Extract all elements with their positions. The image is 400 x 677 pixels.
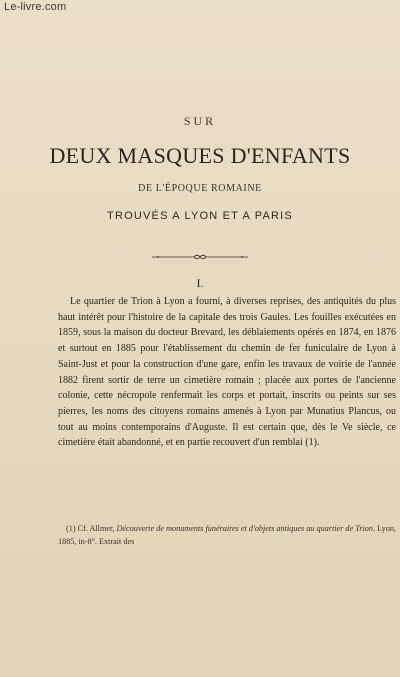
heading-subtitle-2: TROUVÉS A LYON ET A PARIS <box>107 210 293 222</box>
footnote <box>58 522 396 548</box>
body-paragraph: Le quartier de Trion à Lyon a fourni, à diverses reprises, des antiquités du plus haut intérêt pour l'histoire de la capitale des trois Gaules. Les fouilles exécutées en 1859, sous la maison du docteur Brevard, les déblaiements opérés en 1874, en 1876 et surtout en 1885 pour l'établissement du chemin de fer funiculaire de Lyon à Saint-Just et pour la construction d'une gare, enfin les travaux de voirie de l'année 1882 firent sortir de terre un cimetière romain ; placée aux portes de l'ancienne colonie, cette nécropole renfermait les corps et portait, inscrits ou peints sur ses pierres, les noms des citoyens romains amenés à Lyon par Munatius Plancus, ou tout au moins contemporains d'Auguste. Il est certain que, dès le Ve siècle, ce cimetière était abandonné, et en partie recouvert d'un remblai (1). <box>58 296 396 449</box>
decorative-rule-icon <box>150 253 250 261</box>
page-title: DEUX MASQUES D'ENFANTS <box>49 143 351 168</box>
heading-sur: SUR <box>183 114 217 128</box>
title-block <box>0 114 400 222</box>
heading-subtitle: DE L'ÉPOQUE ROMAINE <box>138 183 262 194</box>
footnote-italic-title: Découverte de monuments funéraires et d'objets antiques au quartier de Trion <box>116 524 373 533</box>
watermark: Le-livre.com <box>4 1 67 13</box>
footnote-suffix: . Lyon, 1885, in-8°. Extrait des <box>58 524 396 546</box>
section-number: I. <box>196 276 204 290</box>
footnote-prefix: (1) Cf. Allmer, <box>66 524 117 533</box>
